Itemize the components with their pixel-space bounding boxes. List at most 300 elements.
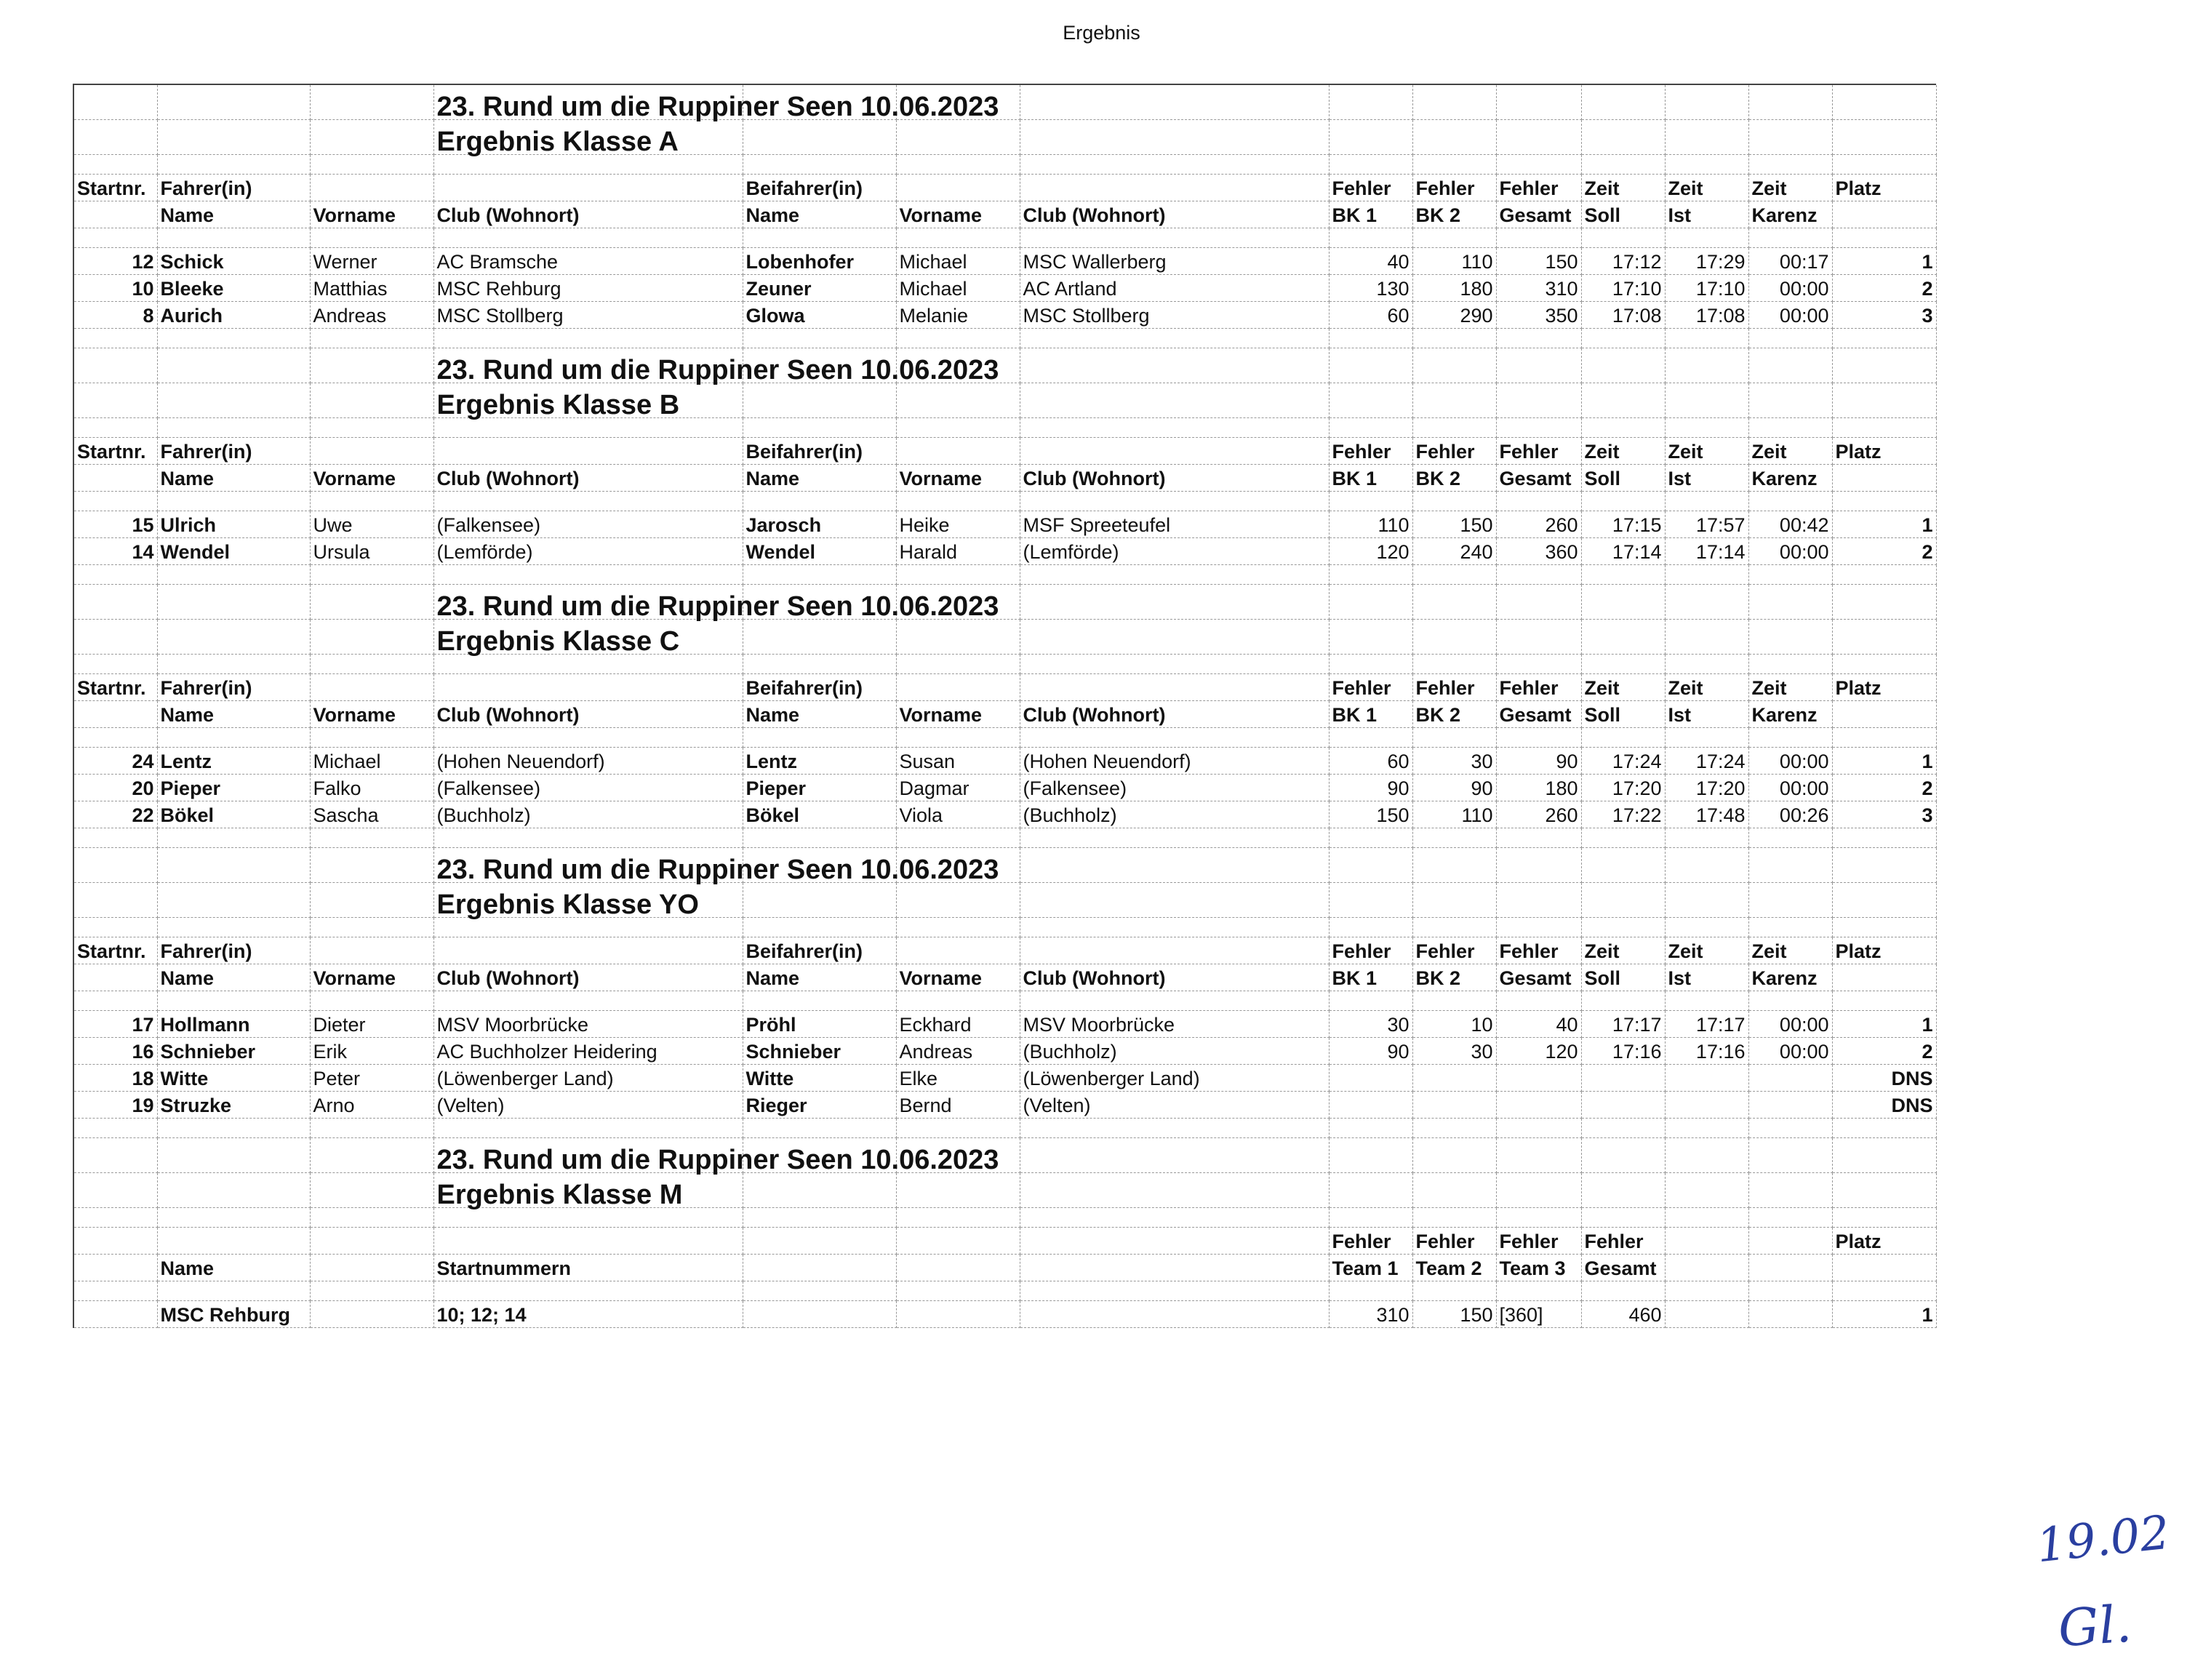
empty-cell xyxy=(1412,155,1496,175)
empty-cell xyxy=(896,565,1020,585)
driver-club: MSC Rehburg xyxy=(433,275,743,302)
zeit-ist: 17:57 xyxy=(1665,511,1748,538)
empty-cell xyxy=(1832,348,1936,383)
col-zeit: Zeit xyxy=(1581,438,1665,465)
empty-cell xyxy=(1581,383,1665,418)
empty-cell xyxy=(1020,620,1329,655)
col-zeit: Zeit xyxy=(1748,937,1832,964)
driver-firstname: Falko xyxy=(310,775,433,801)
col-fehler: Fehler xyxy=(1496,1228,1581,1255)
empty-cell xyxy=(157,565,310,585)
driver-name: Aurich xyxy=(157,302,310,329)
empty-cell xyxy=(743,620,896,655)
class-title: Ergebnis Klasse C xyxy=(433,620,743,655)
empty-cell xyxy=(1748,828,1832,848)
gap xyxy=(74,155,1936,175)
zeit-soll: 17:16 xyxy=(1581,1038,1665,1065)
platz: 2 xyxy=(1832,775,1936,801)
empty-cell xyxy=(743,655,896,674)
empty-cell xyxy=(310,674,433,701)
col-zeit: Zeit xyxy=(1665,674,1748,701)
driver-firstname: Michael xyxy=(310,748,433,775)
driver-club: (Falkensee) xyxy=(433,775,743,801)
fehler-bk2: 10 xyxy=(1412,1011,1496,1038)
col-bk2: BK 2 xyxy=(1412,964,1496,991)
empty-cell xyxy=(157,348,310,383)
table-row xyxy=(74,1011,1936,1038)
driver-firstname: Sascha xyxy=(310,801,433,828)
fehler-bk2: 290 xyxy=(1412,302,1496,329)
col-beifahrer: Beifahrer(in) xyxy=(743,674,896,701)
empty-cell xyxy=(310,991,433,1011)
fehler-bk1: 60 xyxy=(1329,302,1412,329)
codriver-club: MSV Moorbrücke xyxy=(1020,1011,1329,1038)
platz: DNS xyxy=(1832,1092,1936,1119)
zeit-soll xyxy=(1581,1092,1665,1119)
driver-firstname: Dieter xyxy=(310,1011,433,1038)
empty-cell xyxy=(1832,1208,1936,1228)
col-gesamt: Gesamt xyxy=(1496,964,1581,991)
empty-cell xyxy=(157,991,310,1011)
empty-cell xyxy=(157,1119,310,1138)
col-platz: Platz xyxy=(1832,937,1936,964)
empty-cell xyxy=(1496,565,1581,585)
empty-cell xyxy=(1020,585,1329,620)
col-beifahrer: Beifahrer(in) xyxy=(743,937,896,964)
empty-cell xyxy=(74,848,157,883)
empty-cell xyxy=(1412,655,1496,674)
empty-cell xyxy=(1412,228,1496,248)
gap xyxy=(74,565,1936,585)
empty-cell xyxy=(1020,175,1329,201)
driver-club: (Buchholz) xyxy=(433,801,743,828)
empty-cell xyxy=(310,918,433,937)
empty-cell xyxy=(1665,848,1748,883)
empty-cell xyxy=(433,155,743,175)
empty-cell xyxy=(433,728,743,748)
empty-cell xyxy=(1665,655,1748,674)
empty-cell xyxy=(1412,1119,1496,1138)
empty-cell xyxy=(1581,585,1665,620)
empty-cell xyxy=(1496,848,1581,883)
empty-cell xyxy=(1665,918,1748,937)
col-karenz: Karenz xyxy=(1748,964,1832,991)
empty-cell xyxy=(1665,348,1748,383)
fehler-team1: 310 xyxy=(1329,1301,1412,1328)
driver-club: MSV Moorbrücke xyxy=(433,1011,743,1038)
empty-cell xyxy=(1329,155,1412,175)
empty-cell xyxy=(310,329,433,348)
empty-cell xyxy=(310,728,433,748)
empty-cell xyxy=(433,1119,743,1138)
col-ist: Ist xyxy=(1665,701,1748,728)
col-fehler: Fehler xyxy=(1329,438,1412,465)
empty-cell xyxy=(1748,492,1832,511)
empty-cell xyxy=(1496,828,1581,848)
zeit-ist: 17:48 xyxy=(1665,801,1748,828)
empty-cell xyxy=(74,228,157,248)
empty-cell xyxy=(743,1281,896,1301)
col-gesamt: Gesamt xyxy=(1581,1255,1665,1281)
empty-cell xyxy=(1020,329,1329,348)
event-title: 23. Rund um die Ruppiner Seen 10.06.2023 xyxy=(433,85,743,120)
fehler-gesamt xyxy=(1496,1065,1581,1092)
driver-name: Pieper xyxy=(157,775,310,801)
empty-cell xyxy=(433,828,743,848)
empty-cell xyxy=(1581,1208,1665,1228)
empty-cell xyxy=(1329,492,1412,511)
fehler-bk2: 30 xyxy=(1412,748,1496,775)
empty-cell xyxy=(74,701,157,728)
empty-cell xyxy=(743,991,896,1011)
empty-cell xyxy=(1581,1281,1665,1301)
gap xyxy=(74,1119,1936,1138)
zeit-ist xyxy=(1665,1092,1748,1119)
empty-cell xyxy=(74,120,157,155)
empty-cell xyxy=(433,228,743,248)
fehler-gesamt: 120 xyxy=(1496,1038,1581,1065)
empty-cell xyxy=(896,1119,1020,1138)
gap xyxy=(74,655,1936,674)
empty-cell xyxy=(1665,1208,1748,1228)
fehler-bk1: 150 xyxy=(1329,801,1412,828)
title xyxy=(74,1173,1936,1208)
col-zeit: Zeit xyxy=(1748,175,1832,201)
table-row xyxy=(74,1038,1936,1065)
zeit-karenz: 00:00 xyxy=(1748,302,1832,329)
empty-cell xyxy=(1412,85,1496,120)
page-header: Ergebnis xyxy=(1063,22,1140,44)
col-gesamt: Gesamt xyxy=(1496,465,1581,492)
empty-cell xyxy=(1581,1173,1665,1208)
results-sheet xyxy=(73,84,1936,1328)
codriver-name: Witte xyxy=(743,1065,896,1092)
empty-cell xyxy=(1665,492,1748,511)
empty-cell xyxy=(1496,883,1581,918)
empty-cell xyxy=(1748,1138,1832,1173)
table-row xyxy=(74,748,1936,775)
gap xyxy=(74,991,1936,1011)
empty-cell xyxy=(1496,918,1581,937)
empty-cell xyxy=(1581,348,1665,383)
empty-cell xyxy=(74,383,157,418)
empty-cell xyxy=(157,728,310,748)
col-fehler: Fehler xyxy=(1412,674,1496,701)
col-beifahrer: Beifahrer(in) xyxy=(743,175,896,201)
empty-cell xyxy=(157,585,310,620)
zeit-karenz xyxy=(1748,1065,1832,1092)
empty-cell xyxy=(896,883,1020,918)
col-fehler: Fehler xyxy=(1329,175,1412,201)
empty-cell xyxy=(1020,728,1329,748)
empty-cell xyxy=(433,655,743,674)
driver-firstname: Matthias xyxy=(310,275,433,302)
empty-cell xyxy=(1832,848,1936,883)
empty-cell xyxy=(1496,1119,1581,1138)
empty-cell xyxy=(310,348,433,383)
empty-cell xyxy=(1412,828,1496,848)
empty-cell xyxy=(310,937,433,964)
fehler-gesamt: 40 xyxy=(1496,1011,1581,1038)
empty-cell xyxy=(1748,1281,1832,1301)
empty-cell xyxy=(1581,848,1665,883)
header-row-1 xyxy=(74,1228,1936,1255)
empty-cell xyxy=(1496,418,1581,438)
empty-cell xyxy=(1020,155,1329,175)
empty-cell xyxy=(1665,828,1748,848)
empty-cell xyxy=(1832,1281,1936,1301)
col-platz: Platz xyxy=(1832,175,1936,201)
fehler-gesamt: 460 xyxy=(1581,1301,1665,1328)
empty-cell xyxy=(1496,348,1581,383)
driver-name: Lentz xyxy=(157,748,310,775)
gap xyxy=(74,329,1936,348)
empty-cell xyxy=(310,1119,433,1138)
empty-cell xyxy=(1329,348,1412,383)
empty-cell xyxy=(1412,1281,1496,1301)
zeit-karenz: 00:17 xyxy=(1748,248,1832,275)
empty-cell xyxy=(433,329,743,348)
fehler-bk2 xyxy=(1412,1065,1496,1092)
empty-cell xyxy=(310,1208,433,1228)
platz: 2 xyxy=(1832,275,1936,302)
empty-cell xyxy=(1581,155,1665,175)
col-bk2: BK 2 xyxy=(1412,201,1496,228)
empty-cell xyxy=(1329,228,1412,248)
table-row xyxy=(74,511,1936,538)
empty-cell xyxy=(157,1208,310,1228)
codriver-name: Zeuner xyxy=(743,275,896,302)
col-fehler: Fehler xyxy=(1412,438,1496,465)
zeit-ist: 17:17 xyxy=(1665,1011,1748,1038)
col-vorname: Vorname xyxy=(896,701,1020,728)
col-vorname: Vorname xyxy=(310,964,433,991)
empty-cell xyxy=(1748,848,1832,883)
col-bk2: BK 2 xyxy=(1412,465,1496,492)
empty-cell xyxy=(1748,120,1832,155)
col-name: Name xyxy=(743,964,896,991)
codriver-firstname: Andreas xyxy=(896,1038,1020,1065)
empty-cell xyxy=(157,828,310,848)
col-ist: Ist xyxy=(1665,465,1748,492)
empty-cell xyxy=(310,175,433,201)
zeit-ist xyxy=(1665,1065,1748,1092)
col-bk2: BK 2 xyxy=(1412,701,1496,728)
zeit-soll: 17:22 xyxy=(1581,801,1665,828)
driver-name: Schick xyxy=(157,248,310,275)
empty-cell xyxy=(1412,418,1496,438)
col-club: Club (Wohnort) xyxy=(433,465,743,492)
header-row-2 xyxy=(74,1255,1936,1281)
table-row xyxy=(74,1065,1936,1092)
empty-cell xyxy=(896,674,1020,701)
driver-firstname: Ursula xyxy=(310,538,433,565)
team-startnummern: 10; 12; 14 xyxy=(433,1301,743,1328)
empty-cell xyxy=(310,828,433,848)
fehler-gesamt: 90 xyxy=(1496,748,1581,775)
empty-cell xyxy=(1748,85,1832,120)
col-startnr: Startnr. xyxy=(74,175,157,201)
codriver-club: MSF Spreeteufel xyxy=(1020,511,1329,538)
empty-cell xyxy=(1412,620,1496,655)
col-fehler: Fehler xyxy=(1412,175,1496,201)
fehler-bk2 xyxy=(1412,1092,1496,1119)
codriver-firstname: Harald xyxy=(896,538,1020,565)
start-number: 24 xyxy=(74,748,157,775)
col-fehler: Fehler xyxy=(1496,674,1581,701)
zeit-ist: 17:14 xyxy=(1665,538,1748,565)
empty-cell xyxy=(74,465,157,492)
empty-cell xyxy=(1832,465,1936,492)
empty-cell xyxy=(1329,565,1412,585)
empty-cell xyxy=(310,383,433,418)
empty-cell xyxy=(1748,883,1832,918)
start-number: 14 xyxy=(74,538,157,565)
empty-cell xyxy=(1748,728,1832,748)
title xyxy=(74,1138,1936,1173)
col-bk1: BK 1 xyxy=(1329,465,1412,492)
header-row-2 xyxy=(74,465,1936,492)
col-fehler: Fehler xyxy=(1581,1228,1665,1255)
empty-cell xyxy=(1329,728,1412,748)
empty-cell xyxy=(743,883,896,918)
zeit-karenz: 00:00 xyxy=(1748,775,1832,801)
col-karenz: Karenz xyxy=(1748,465,1832,492)
col-club: Club (Wohnort) xyxy=(1020,201,1329,228)
empty-cell xyxy=(74,1173,157,1208)
start-number: 22 xyxy=(74,801,157,828)
empty-cell xyxy=(896,918,1020,937)
codriver-club: AC Artland xyxy=(1020,275,1329,302)
empty-cell xyxy=(1832,701,1936,728)
empty-cell xyxy=(1412,585,1496,620)
empty-cell xyxy=(433,565,743,585)
empty-cell xyxy=(1748,655,1832,674)
empty-cell xyxy=(74,991,157,1011)
empty-cell xyxy=(1581,883,1665,918)
empty-cell xyxy=(1832,418,1936,438)
codriver-name: Pröhl xyxy=(743,1011,896,1038)
empty-cell xyxy=(896,1208,1020,1228)
col-vorname: Vorname xyxy=(310,465,433,492)
empty-cell xyxy=(157,492,310,511)
gap xyxy=(74,418,1936,438)
table-row xyxy=(74,302,1936,329)
empty-cell xyxy=(896,620,1020,655)
empty-cell xyxy=(1832,329,1936,348)
empty-cell xyxy=(433,918,743,937)
empty-cell xyxy=(1496,1208,1581,1228)
empty-cell xyxy=(1329,620,1412,655)
table-row xyxy=(74,538,1936,565)
col-zeit: Zeit xyxy=(1581,175,1665,201)
empty-cell xyxy=(1496,1138,1581,1173)
empty-cell xyxy=(1832,155,1936,175)
fehler-team3: [360] xyxy=(1496,1301,1581,1328)
empty-cell xyxy=(310,1173,433,1208)
empty-cell xyxy=(1020,120,1329,155)
fehler-gesamt: 260 xyxy=(1496,801,1581,828)
codriver-firstname: Elke xyxy=(896,1065,1020,1092)
empty-cell xyxy=(1665,85,1748,120)
empty-cell xyxy=(1832,1173,1936,1208)
codriver-club: (Hohen Neuendorf) xyxy=(1020,748,1329,775)
col-fehler: Fehler xyxy=(1496,175,1581,201)
empty-cell xyxy=(74,620,157,655)
col-team3: Team 3 xyxy=(1496,1255,1581,1281)
col-fehler: Fehler xyxy=(1496,937,1581,964)
empty-cell xyxy=(1665,1138,1748,1173)
col-ist: Ist xyxy=(1665,964,1748,991)
fehler-bk1: 90 xyxy=(1329,1038,1412,1065)
gap xyxy=(74,918,1936,937)
empty-cell xyxy=(310,438,433,465)
empty-cell xyxy=(1665,1228,1748,1255)
empty-cell xyxy=(896,155,1020,175)
empty-cell xyxy=(743,728,896,748)
empty-cell xyxy=(433,438,743,465)
fehler-gesamt xyxy=(1496,1092,1581,1119)
start-number: 8 xyxy=(74,302,157,329)
empty-cell xyxy=(74,1301,157,1328)
empty-cell xyxy=(310,492,433,511)
driver-firstname: Erik xyxy=(310,1038,433,1065)
codriver-club: (Löwenberger Land) xyxy=(1020,1065,1329,1092)
gap xyxy=(74,492,1936,511)
empty-cell xyxy=(1329,85,1412,120)
empty-cell xyxy=(743,1301,896,1328)
codriver-name: Lobenhofer xyxy=(743,248,896,275)
start-number: 16 xyxy=(74,1038,157,1065)
empty-cell xyxy=(433,1208,743,1228)
driver-firstname: Uwe xyxy=(310,511,433,538)
driver-name: Wendel xyxy=(157,538,310,565)
empty-cell xyxy=(1412,383,1496,418)
col-fehler: Fehler xyxy=(1412,1228,1496,1255)
zeit-karenz: 00:00 xyxy=(1748,275,1832,302)
empty-cell xyxy=(743,418,896,438)
empty-cell xyxy=(896,120,1020,155)
col-zeit: Zeit xyxy=(1748,674,1832,701)
driver-club: (Falkensee) xyxy=(433,511,743,538)
fehler-bk1: 120 xyxy=(1329,538,1412,565)
empty-cell xyxy=(1412,348,1496,383)
zeit-soll: 17:17 xyxy=(1581,1011,1665,1038)
empty-cell xyxy=(1020,565,1329,585)
empty-cell xyxy=(1496,585,1581,620)
fehler-gesamt: 310 xyxy=(1496,275,1581,302)
title xyxy=(74,585,1936,620)
col-team2: Team 2 xyxy=(1412,1255,1496,1281)
empty-cell xyxy=(1020,655,1329,674)
zeit-ist: 17:08 xyxy=(1665,302,1748,329)
driver-club: (Velten) xyxy=(433,1092,743,1119)
empty-cell xyxy=(1020,1173,1329,1208)
codriver-club: (Lemförde) xyxy=(1020,538,1329,565)
empty-cell xyxy=(157,883,310,918)
empty-cell xyxy=(1496,1281,1581,1301)
col-startnr: Startnr. xyxy=(74,937,157,964)
empty-cell xyxy=(1665,1255,1748,1281)
gap xyxy=(74,1208,1936,1228)
empty-cell xyxy=(1329,1173,1412,1208)
driver-club: MSC Stollberg xyxy=(433,302,743,329)
empty-cell xyxy=(74,201,157,228)
empty-cell xyxy=(1020,918,1329,937)
empty-cell xyxy=(1496,991,1581,1011)
empty-cell xyxy=(1665,585,1748,620)
empty-cell xyxy=(743,828,896,848)
